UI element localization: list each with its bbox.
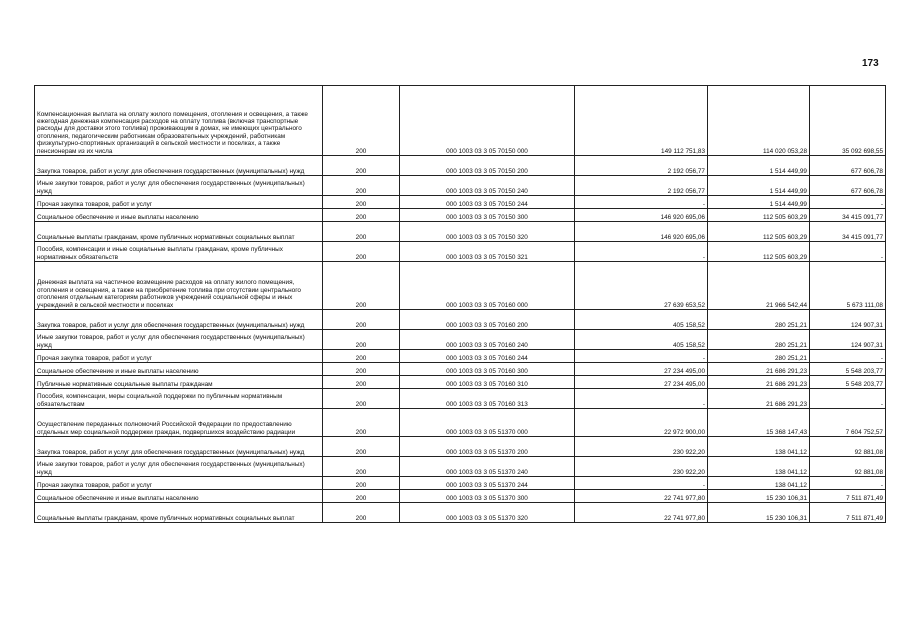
- row-approved-cell: -: [575, 389, 708, 409]
- row-executed-cell: 21 686 291,23: [708, 363, 810, 376]
- row-executed-cell: 21 686 291,23: [708, 376, 810, 389]
- table-row: [35, 209, 886, 222]
- row-unexecuted-cell: 677 606,78: [810, 176, 886, 196]
- row-name-cell: Пособия, компенсации и иные социальные выплаты гражданам, кроме публичных нормативных обязательств: [35, 242, 323, 262]
- row-unexecuted-cell: 5 548 203,77: [810, 376, 886, 389]
- row-code-cell: 200: [323, 86, 400, 156]
- row-executed-cell: 138 041,12: [708, 437, 810, 457]
- table-row: [35, 457, 886, 477]
- row-kbk-cell: 000 1003 03 3 05 70160 200: [400, 310, 575, 330]
- row-code-cell: 200: [323, 262, 400, 310]
- row-executed-cell: 1 514 449,99: [708, 176, 810, 196]
- table-row: [35, 389, 886, 409]
- row-name-cell: Социальные выплаты гражданам, кроме публичных нормативных социальных выплат: [35, 222, 323, 242]
- row-approved-cell: 405 158,52: [575, 330, 708, 350]
- row-unexecuted-cell: 124 907,31: [810, 330, 886, 350]
- row-code-cell: 200: [323, 196, 400, 209]
- row-executed-cell: 1 514 449,99: [708, 196, 810, 209]
- row-unexecuted-cell: 7 511 871,49: [810, 490, 886, 503]
- row-unexecuted-cell: 34 415 091,77: [810, 222, 886, 242]
- row-kbk-cell: 000 1003 03 3 05 51370 300: [400, 490, 575, 503]
- row-unexecuted-cell: -: [810, 196, 886, 209]
- row-kbk-cell: 000 1003 03 3 05 70160 300: [400, 363, 575, 376]
- row-name-cell: Социальное обеспечение и иные выплаты населению: [35, 363, 323, 376]
- table-row: [35, 176, 886, 196]
- row-approved-cell: 230 922,20: [575, 457, 708, 477]
- row-executed-cell: 280 251,21: [708, 350, 810, 363]
- row-approved-cell: 230 922,20: [575, 437, 708, 457]
- table-row: [35, 196, 886, 209]
- table-row: [35, 242, 886, 262]
- row-approved-cell: 146 920 695,06: [575, 209, 708, 222]
- row-approved-cell: 27 234 495,00: [575, 376, 708, 389]
- table-row: [35, 222, 886, 242]
- row-code-cell: 200: [323, 242, 400, 262]
- row-executed-cell: 112 505 603,29: [708, 209, 810, 222]
- table-row: [35, 86, 886, 156]
- row-code-cell: 200: [323, 477, 400, 490]
- row-approved-cell: 405 158,52: [575, 310, 708, 330]
- row-code-cell: 200: [323, 503, 400, 523]
- row-code-cell: 200: [323, 176, 400, 196]
- row-name-cell: Закупка товаров, работ и услуг для обеспечения государственных (муниципальных) нужд: [35, 310, 323, 330]
- row-unexecuted-cell: -: [810, 350, 886, 363]
- row-kbk-cell: 000 1003 03 3 05 51370 244: [400, 477, 575, 490]
- row-code-cell: 200: [323, 350, 400, 363]
- row-approved-cell: 22 972 900,00: [575, 409, 708, 437]
- row-name-cell: Социальные выплаты гражданам, кроме публичных нормативных социальных выплат: [35, 503, 323, 523]
- row-unexecuted-cell: 124 907,31: [810, 310, 886, 330]
- row-executed-cell: 112 505 603,29: [708, 242, 810, 262]
- row-executed-cell: 15 230 106,31: [708, 490, 810, 503]
- row-kbk-cell: 000 1003 03 3 05 70150 240: [400, 176, 575, 196]
- row-approved-cell: -: [575, 350, 708, 363]
- row-kbk-cell: 000 1003 03 3 05 70150 000: [400, 86, 575, 156]
- row-code-cell: 200: [323, 156, 400, 176]
- row-executed-cell: 114 020 053,28: [708, 86, 810, 156]
- row-unexecuted-cell: 677 606,78: [810, 156, 886, 176]
- table-row: [35, 376, 886, 389]
- row-name-cell: Иные закупки товаров, работ и услуг для обеспечения государственных (муниципальных) нужд: [35, 176, 323, 196]
- row-kbk-cell: 000 1003 03 3 05 70150 300: [400, 209, 575, 222]
- row-unexecuted-cell: 35 092 698,55: [810, 86, 886, 156]
- row-approved-cell: 27 639 653,52: [575, 262, 708, 310]
- row-unexecuted-cell: -: [810, 389, 886, 409]
- row-kbk-cell: 000 1003 03 3 05 70160 000: [400, 262, 575, 310]
- row-kbk-cell: 000 1003 03 3 05 70160 244: [400, 350, 575, 363]
- row-executed-cell: 280 251,21: [708, 310, 810, 330]
- row-executed-cell: 1 514 449,99: [708, 156, 810, 176]
- row-name-cell: Прочая закупка товаров, работ и услуг: [35, 477, 323, 490]
- row-kbk-cell: 000 1003 03 3 05 70150 200: [400, 156, 575, 176]
- row-name-cell: Социальное обеспечение и иные выплаты населению: [35, 490, 323, 503]
- row-kbk-cell: 000 1003 03 3 05 70160 240: [400, 330, 575, 350]
- row-kbk-cell: 000 1003 03 3 05 51370 320: [400, 503, 575, 523]
- row-unexecuted-cell: 5 673 111,08: [810, 262, 886, 310]
- row-kbk-cell: 000 1003 03 3 05 70150 321: [400, 242, 575, 262]
- row-approved-cell: 22 741 977,80: [575, 490, 708, 503]
- table-row: [35, 437, 886, 457]
- row-name-cell: Прочая закупка товаров, работ и услуг: [35, 196, 323, 209]
- row-name-cell: Закупка товаров, работ и услуг для обеспечения государственных (муниципальных) нужд: [35, 437, 323, 457]
- row-approved-cell: -: [575, 242, 708, 262]
- row-unexecuted-cell: 5 548 203,77: [810, 363, 886, 376]
- row-approved-cell: -: [575, 196, 708, 209]
- row-unexecuted-cell: 7 604 752,57: [810, 409, 886, 437]
- row-name-cell: Публичные нормативные социальные выплаты гражданам: [35, 376, 323, 389]
- table-body: [35, 86, 886, 523]
- row-name-cell: Прочая закупка товаров, работ и услуг: [35, 350, 323, 363]
- table-row: [35, 503, 886, 523]
- row-approved-cell: 149 112 751,83: [575, 86, 708, 156]
- row-kbk-cell: 000 1003 03 3 05 51370 000: [400, 409, 575, 437]
- row-name-cell: Закупка товаров, работ и услуг для обеспечения государственных (муниципальных) нужд: [35, 156, 323, 176]
- row-code-cell: 200: [323, 310, 400, 330]
- page-number: 173: [862, 58, 879, 69]
- row-executed-cell: 15 230 106,31: [708, 503, 810, 523]
- row-executed-cell: 138 041,12: [708, 457, 810, 477]
- row-kbk-cell: 000 1003 03 3 05 70160 310: [400, 376, 575, 389]
- row-approved-cell: 22 741 977,80: [575, 503, 708, 523]
- table-row: [35, 350, 886, 363]
- row-unexecuted-cell: 92 881,08: [810, 457, 886, 477]
- row-kbk-cell: 000 1003 03 3 05 51370 200: [400, 437, 575, 457]
- row-code-cell: 200: [323, 363, 400, 376]
- row-executed-cell: 21 686 291,23: [708, 389, 810, 409]
- row-code-cell: 200: [323, 409, 400, 437]
- table-row: [35, 262, 886, 310]
- row-unexecuted-cell: 92 881,08: [810, 437, 886, 457]
- row-code-cell: 200: [323, 330, 400, 350]
- row-name-cell: Иные закупки товаров, работ и услуг для обеспечения государственных (муниципальных) нужд: [35, 330, 323, 350]
- row-executed-cell: 138 041,12: [708, 477, 810, 490]
- table-row: [35, 156, 886, 176]
- table-row: [35, 477, 886, 490]
- table-row: [35, 363, 886, 376]
- row-approved-cell: 2 192 056,77: [575, 176, 708, 196]
- row-name-cell: Социальное обеспечение и иные выплаты населению: [35, 209, 323, 222]
- row-executed-cell: 21 966 542,44: [708, 262, 810, 310]
- row-code-cell: 200: [323, 222, 400, 242]
- row-name-cell: Иные закупки товаров, работ и услуг для обеспечения государственных (муниципальных) нужд: [35, 457, 323, 477]
- table-row: [35, 409, 886, 437]
- row-code-cell: 200: [323, 389, 400, 409]
- row-name-cell: Денежная выплата на частичное возмещение расходов на оплату жилого помещения, отопления и освещения, а также на приобретение топлива при отсутствии центрального отопления отдельным категориям работников учреждений социальной сферы и иных учреждений в сельской местности и поселках: [35, 262, 323, 310]
- row-code-cell: 200: [323, 490, 400, 503]
- budget-execution-table: [34, 85, 886, 523]
- row-kbk-cell: 000 1003 03 3 05 70160 313: [400, 389, 575, 409]
- row-code-cell: 200: [323, 437, 400, 457]
- row-name-cell: Пособия, компенсации, меры социальной поддержки по публичным нормативным обязательствам: [35, 389, 323, 409]
- row-name-cell: Компенсационная выплата на оплату жилого помещения, отопления и освещения, а также ежегодная денежная компенсация расходов на оплату топлива (включая транспортные расходы для доставки этого топлива) проживающим в домах, не имеющих центрального отопления, педагогическим работникам образовательных учреждений, работникам физкультурно-спортивных организаций в сельской местности и поселках, а также пенсионерам из их числа: [35, 86, 323, 156]
- row-unexecuted-cell: -: [810, 242, 886, 262]
- row-code-cell: 200: [323, 457, 400, 477]
- row-approved-cell: 27 234 495,00: [575, 363, 708, 376]
- row-unexecuted-cell: 7 511 871,49: [810, 503, 886, 523]
- row-executed-cell: 15 368 147,43: [708, 409, 810, 437]
- table-row: [35, 310, 886, 330]
- row-approved-cell: -: [575, 477, 708, 490]
- row-executed-cell: 112 505 603,29: [708, 222, 810, 242]
- row-code-cell: 200: [323, 209, 400, 222]
- row-name-cell: Осуществление переданных полномочий Российской Федерации по предоставлению отдельных мер социальной поддержки граждан, подвергшихся воздействию радиации: [35, 409, 323, 437]
- row-code-cell: 200: [323, 376, 400, 389]
- row-approved-cell: 2 192 056,77: [575, 156, 708, 176]
- table-row: [35, 330, 886, 350]
- row-approved-cell: 146 920 695,06: [575, 222, 708, 242]
- row-kbk-cell: 000 1003 03 3 05 70150 244: [400, 196, 575, 209]
- table-row: [35, 490, 886, 503]
- row-unexecuted-cell: -: [810, 477, 886, 490]
- row-kbk-cell: 000 1003 03 3 05 70150 320: [400, 222, 575, 242]
- row-kbk-cell: 000 1003 03 3 05 51370 240: [400, 457, 575, 477]
- row-unexecuted-cell: 34 415 091,77: [810, 209, 886, 222]
- row-executed-cell: 280 251,21: [708, 330, 810, 350]
